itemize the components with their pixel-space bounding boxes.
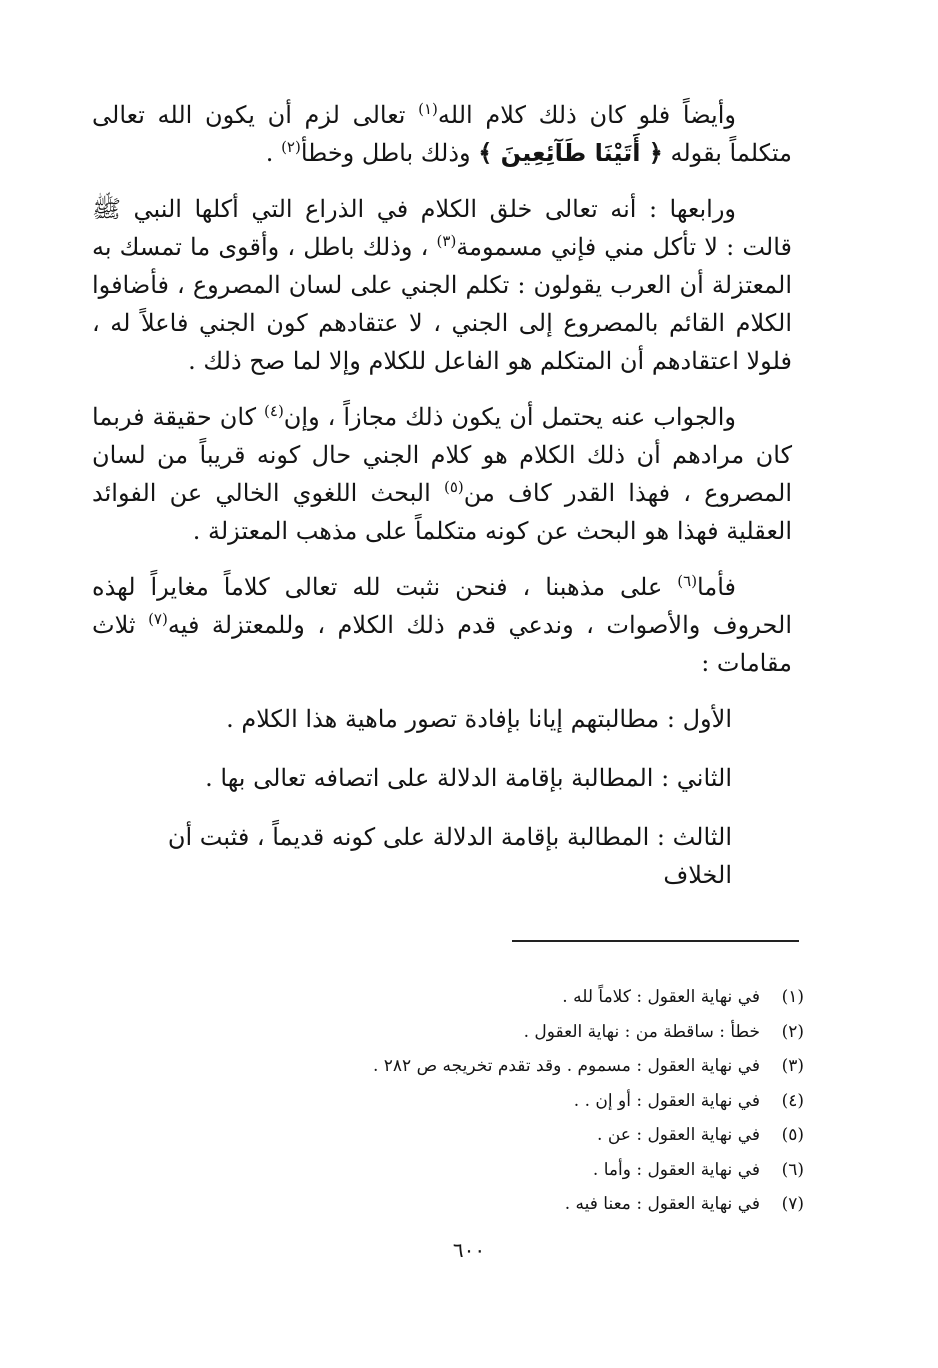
footnote-text: في نهاية العقول : مسموم . وقد تقدم تخريجه ص ٢٨٢ . — [372, 1056, 760, 1076]
paragraph-4-text-c: ثلاث مقامات : — [92, 611, 792, 677]
footnote-number: (٦) — [781, 1159, 804, 1180]
paragraph-3-text-c: البحث اللغوي الخالي عن الفوائد العقلية فهذا هو البحث عن كونه متكلماً على مذهب المعتزلة . — [92, 479, 792, 545]
footnote-ref-7: (٧) — [148, 610, 168, 628]
footnote-ref-3: (٣) — [436, 232, 457, 250]
footnote-6 — [92, 1153, 804, 1188]
footnote-number: (٢) — [781, 1021, 804, 1042]
footnote-number: (٥) — [781, 1125, 804, 1145]
paragraph-1 — [92, 96, 792, 172]
page-number: ٦٠٠ — [452, 1238, 486, 1262]
footnote-ref-5: (٥) — [443, 478, 464, 496]
footnote-text: خطأ : ساقطة من : نهاية العقول . — [523, 1021, 760, 1042]
main-text — [92, 96, 792, 915]
paragraph-1-text-c: وذلك باطل وخطأ — [300, 139, 479, 167]
paragraph-4 — [92, 568, 792, 682]
paragraph-3-text-b: كان حقيقة فربما كان مرادهم أن ذلك الكلام هو كلام الجني حال كونه قريباً من لسان المصروع ، فهذا القدر كاف من — [92, 403, 792, 507]
paragraph-3-text-a: والجواب عنه يحتمل أن يكون ذلك مجازاً ، وإن — [283, 403, 737, 431]
footnote-7 — [92, 1187, 804, 1222]
paragraph-1-text-b: تعالى لزم أن يكون الله تعالى متكلماً بقوله — [92, 101, 792, 167]
paragraph-1-text-a: وأيضاً فلو كان ذلك كلام الله — [437, 101, 736, 129]
footnote-1 — [92, 980, 804, 1015]
point-first: الأول : مطالبتهم إيانا بإفادة تصور ماهية هذا الكلام . — [226, 705, 732, 733]
footnote-text: في نهاية العقول : كلاماً لله . — [562, 987, 760, 1007]
footnote-ref-1: (١) — [418, 100, 438, 118]
paragraph-2 — [92, 190, 792, 380]
footnote-ref-4: (٤) — [264, 402, 284, 420]
footnote-text: في نهاية العقول : معنا فيه . — [564, 1194, 760, 1214]
footnote-number: (٣) — [781, 1056, 804, 1076]
footnotes — [92, 980, 804, 1222]
footnote-separator — [512, 940, 799, 942]
footnote-number: (١) — [781, 987, 804, 1007]
quran-verse: ﴿ أَتَيْنَا طَآئِعِينَ ﴾ — [478, 139, 663, 167]
footnote-text: في نهاية العقول : وأما . — [592, 1159, 760, 1180]
footnote-number: (٧) — [781, 1194, 804, 1214]
footnote-text: في نهاية العقول : أو إن . . — [573, 1090, 760, 1111]
paragraph-2-text-b: ، وذلك باطل ، وأقوى ما تمسك به المعتزلة أن العرب يقولون : تكلم الجني على لسان المصروع ، فأضافوا الكلام القائم بالمصروع إلى الجني ، لا عتقادهم كون الجني فاعلاً له ، فلولا اعتقادهم أن المتكلم هو الفاعل للكلام وإلا لما صح ذلك . — [92, 233, 792, 375]
footnote-number: (٤) — [781, 1090, 804, 1111]
footnote-2 — [92, 1015, 804, 1050]
point-second: الثاني : المطالبة بإقامة الدلالة على اتصافه تعالى بها . — [205, 764, 732, 792]
footnote-4 — [92, 1084, 804, 1119]
paragraph-3 — [92, 398, 792, 550]
point-third: الثالث : المطالبة بإقامة الدلالة على كونه قديماً ، فثبت أن الخلاف — [167, 823, 732, 889]
paragraph-1-text-d: . — [265, 139, 282, 167]
paragraph-4-text-a: فأما — [697, 573, 736, 601]
paragraph-4-text-b: على مذهبنا ، فنحن نثبت لله تعالى كلاماً مغايراً لهذه الحروف والأصوات ، وندعي قدم ذلك الكلام ، وللمعتزلة فيه — [92, 573, 792, 639]
footnote-ref-2: (٢) — [281, 138, 301, 156]
footnote-text: في نهاية العقول : عن . — [597, 1125, 760, 1145]
paragraph-2-text-a: ورابعها : أنه تعالى خلق الكلام في الذراع التي أكلها النبي ﷺ قالت : لا تأكل مني فإني مسمومة — [92, 195, 792, 261]
footnote-3 — [92, 1049, 804, 1084]
footnote-ref-6: (٦) — [677, 572, 698, 590]
footnote-5 — [92, 1118, 804, 1153]
